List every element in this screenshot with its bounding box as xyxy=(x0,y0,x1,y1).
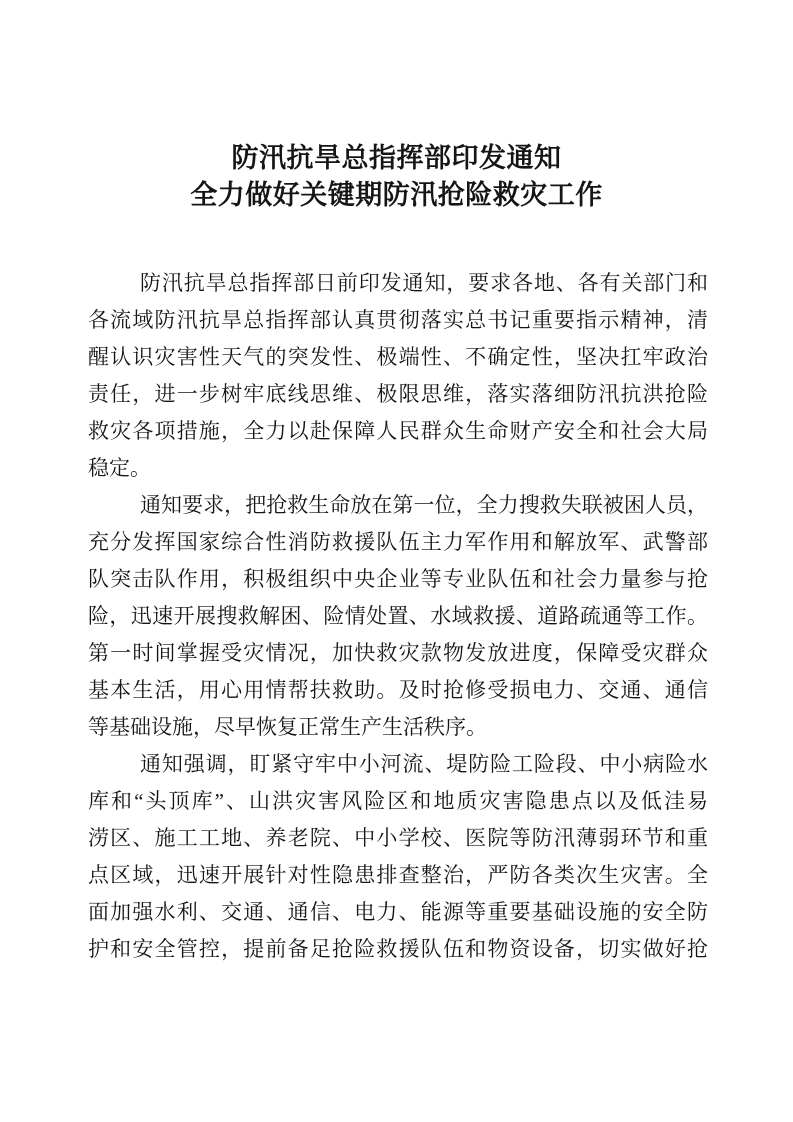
title-line-1: 防汛抗旱总指挥部印发通知 xyxy=(231,143,562,173)
text-line: 责任，进一步树牢底线思维、极限思维，落实落细防汛抗洪抢险 xyxy=(88,382,708,406)
text-line: 防汛抗旱总指挥部日前印发通知，要求各地、各有关部门和 xyxy=(140,271,708,295)
paragraph xyxy=(88,487,708,746)
text-line: 护和安全管控，提前备足抢险救援队伍和物资设备，切实做好抢 xyxy=(88,937,708,961)
title-line-2: 全力做好关键期防汛抢险救灾工作 xyxy=(190,180,603,210)
text-line: 通知强调，盯紧守牢中小河流、堤防险工险段、中小病险水 xyxy=(140,752,708,776)
text-line: 面加强水利、交通、通信、电力、能源等重要基础设施的安全防 xyxy=(88,900,708,924)
document-body xyxy=(88,265,708,968)
paragraph xyxy=(88,746,708,968)
text-line: 基本生活，用心用情帮扶救助。及时抢修受损电力、交通、通信 xyxy=(88,678,708,702)
text-line: 队突击队作用，积极组织中央企业等专业队伍和社会力量参与抢 xyxy=(88,567,708,591)
text-line: 充分发挥国家综合性消防救援队伍主力军作用和解放军、武警部 xyxy=(88,530,708,554)
text-line: 稳定。 xyxy=(88,456,151,480)
text-line: 第一时间掌握受灾情况，加快救灾款物发放进度，保障受灾群众 xyxy=(88,641,708,665)
paragraph xyxy=(88,265,708,487)
text-line: 通知要求，把抢救生命放在第一位，全力搜救失联被困人员， xyxy=(140,493,708,517)
text-line: 等基础设施，尽早恢复正常生产生活秩序。 xyxy=(88,715,487,739)
text-line: 救灾各项措施，全力以赴保障人民群众生命财产安全和社会大局 xyxy=(88,419,708,443)
text-line: 醒认识灾害性天气的突发性、极端性、不确定性，坚决扛牢政治 xyxy=(88,345,708,369)
text-line: 点区域，迅速开展针对性隐患排查整治，严防各类次生灾害。全 xyxy=(88,863,708,887)
document-title xyxy=(0,140,793,214)
text-line: 各流域防汛抗旱总指挥部认真贯彻落实总书记重要指示精神，清 xyxy=(88,308,708,332)
text-line: 库和“头顶库”、山洪灾害风险区和地质灾害隐患点以及低洼易 xyxy=(88,789,708,813)
text-line: 险，迅速开展搜救解困、险情处置、水域救援、道路疏通等工作。 xyxy=(88,604,708,628)
text-line: 涝区、施工工地、养老院、中小学校、医院等防汛薄弱环节和重 xyxy=(88,826,708,850)
